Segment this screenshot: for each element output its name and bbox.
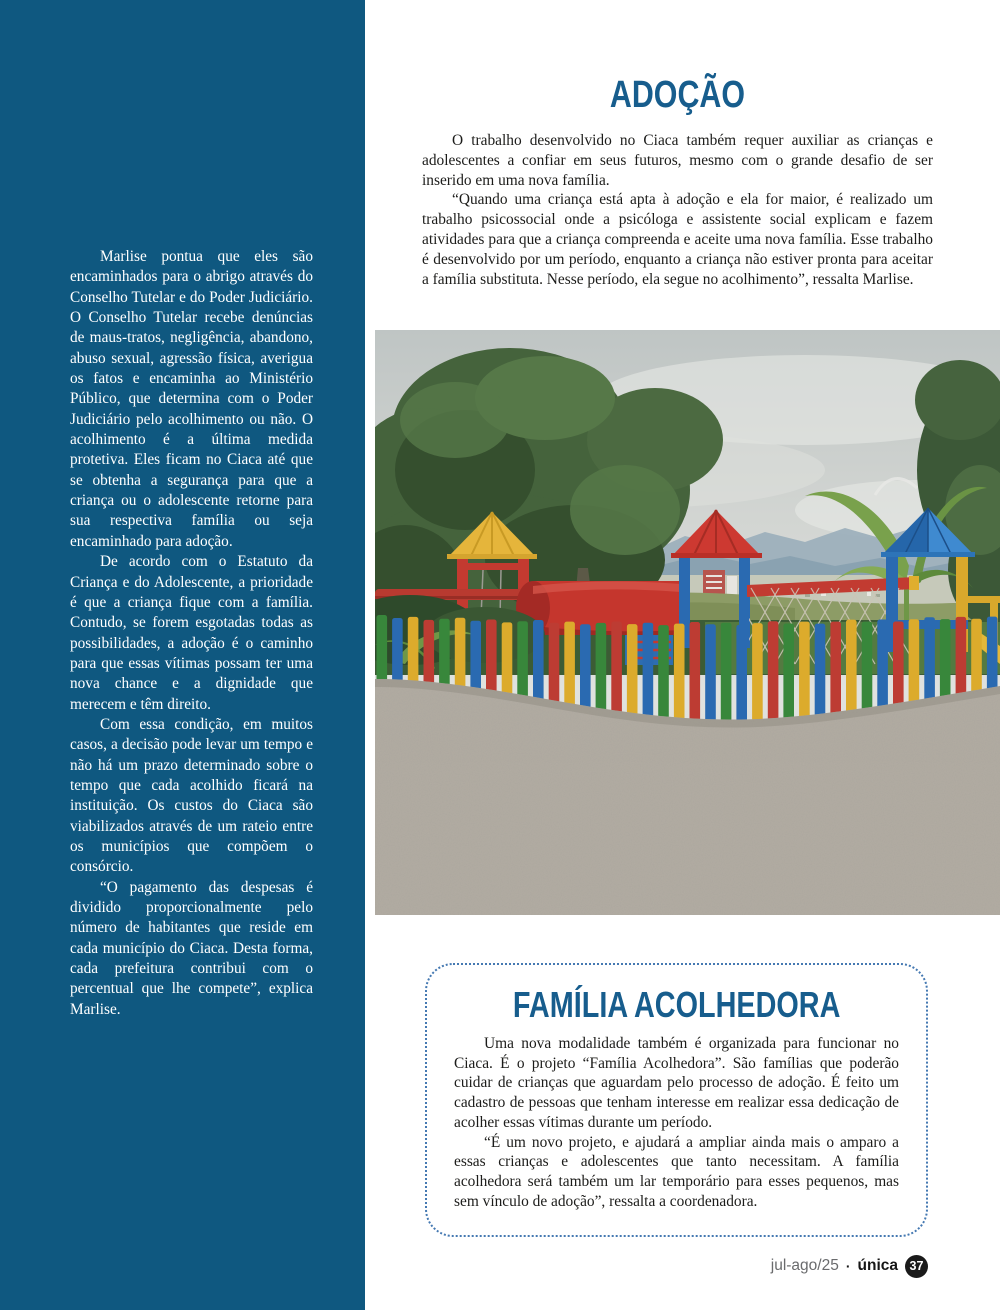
familia-paragraph: “É um novo projeto, e ajudará a ampliar ainda mais o amparo a essas crianças e adolescentes que tanto necessitam. A família acolhedora será também um lar temporário para esses pequenos, mas sem vínculo de adoção”, ressalta a coordenadora.: [454, 1133, 899, 1210]
adocao-title-text: ADOÇÃO: [609, 74, 746, 116]
left-paragraph: De acordo com o Estatuto da Criança e do Adolescente, a prioridade é que a criança fique com a família. Contudo, se forem esgotadas todas as possibilidades, a adoção é o caminho para que essas vítimas possam ter uma nova chance e a dignidade que merecem e têm direito.: [70, 553, 313, 713]
left-paragraph: Marlise pontua que eles são encaminhados para o abrigo através do Conselho Tutelar e do Poder Judiciário. O Conselho Tutelar recebe denúncias de maus-tratos, negligência, abandono, abuso sexual, agressão física, averigua os fatos e encaminha ao Ministério Público, que determina com o Poder Judiciário pelo acolhimento ou não. O acolhimento é a última medida protetiva. Eles ficam no Ciaca até que se obtenha a segurança para que a criança ou o adolescente retorne para sua respectiva família ou seja encaminhado para adoção.: [70, 248, 313, 550]
familia-acolhedora-box: [425, 963, 928, 1237]
adocao-paragraph: O trabalho desenvolvido no Ciaca também requer auxiliar as crianças e adolescentes a confiar em seus futuros, mesmo com o grande desafio de ser inserido em uma nova família.: [422, 132, 933, 189]
page-number-badge: 37: [905, 1255, 928, 1278]
left-paragraph: Com essa condição, em muitos casos, a decisão pode levar um tempo e não há um prazo determinado sobre o tempo que cada acolhido ficará na instituição. Os custos do Ciaca são viabilizados através de um rateio entre os municípios que compõem o consórcio.: [70, 715, 313, 876]
familia-acolhedora-body: [454, 1034, 899, 1211]
adocao-body: [422, 131, 933, 289]
adocao-section-title: [422, 74, 933, 116]
footer-issue-date: jul-ago/25: [770, 1257, 839, 1274]
footer-magazine-name: única: [857, 1257, 898, 1274]
page-footer: [771, 1254, 928, 1278]
adocao-paragraph: “Quando uma criança está apta à adoção e ela for maior, é realizado um trabalho psicossocial onde a psicóloga e assistente social explicam e fazem atividades para que a criança compreenda e aceite uma nova família. Esse trabalho é desenvolvido por um período, enquanto a criança não estiver pronta para aceitar a família substituta. Nesse período, ela segue no acolhimento”, ressalta Marlise.: [422, 191, 933, 288]
familia-acolhedora-title: [427, 985, 926, 1025]
familia-acolhedora-title-text: FAMÍLIA ACOLHEDORA: [512, 984, 841, 1025]
footer-separator: ·: [845, 1258, 851, 1274]
playground-photo: [375, 330, 1000, 915]
left-blue-panel: [0, 0, 365, 1310]
left-article-column: [70, 247, 313, 1020]
left-paragraph: “O pagamento das despesas é dividido proporcionalmente pelo número de habitantes que reside em cada município do Ciaca. Desta forma, cada prefeitura contribui com o percentual que lhe compete”, explica Marlise.: [70, 878, 313, 1018]
familia-paragraph: Uma nova modalidade também é organizada para funcionar no Ciaca. É o projeto “Família Acolhedora”. São famílias que poderão cuidar de crianças que aguardam pelo processo de adoção. É feito um cadastro de pessoas que tenham interesse em realizar essa dedicação de acolher essas vítimas durante um período.: [454, 1035, 899, 1131]
